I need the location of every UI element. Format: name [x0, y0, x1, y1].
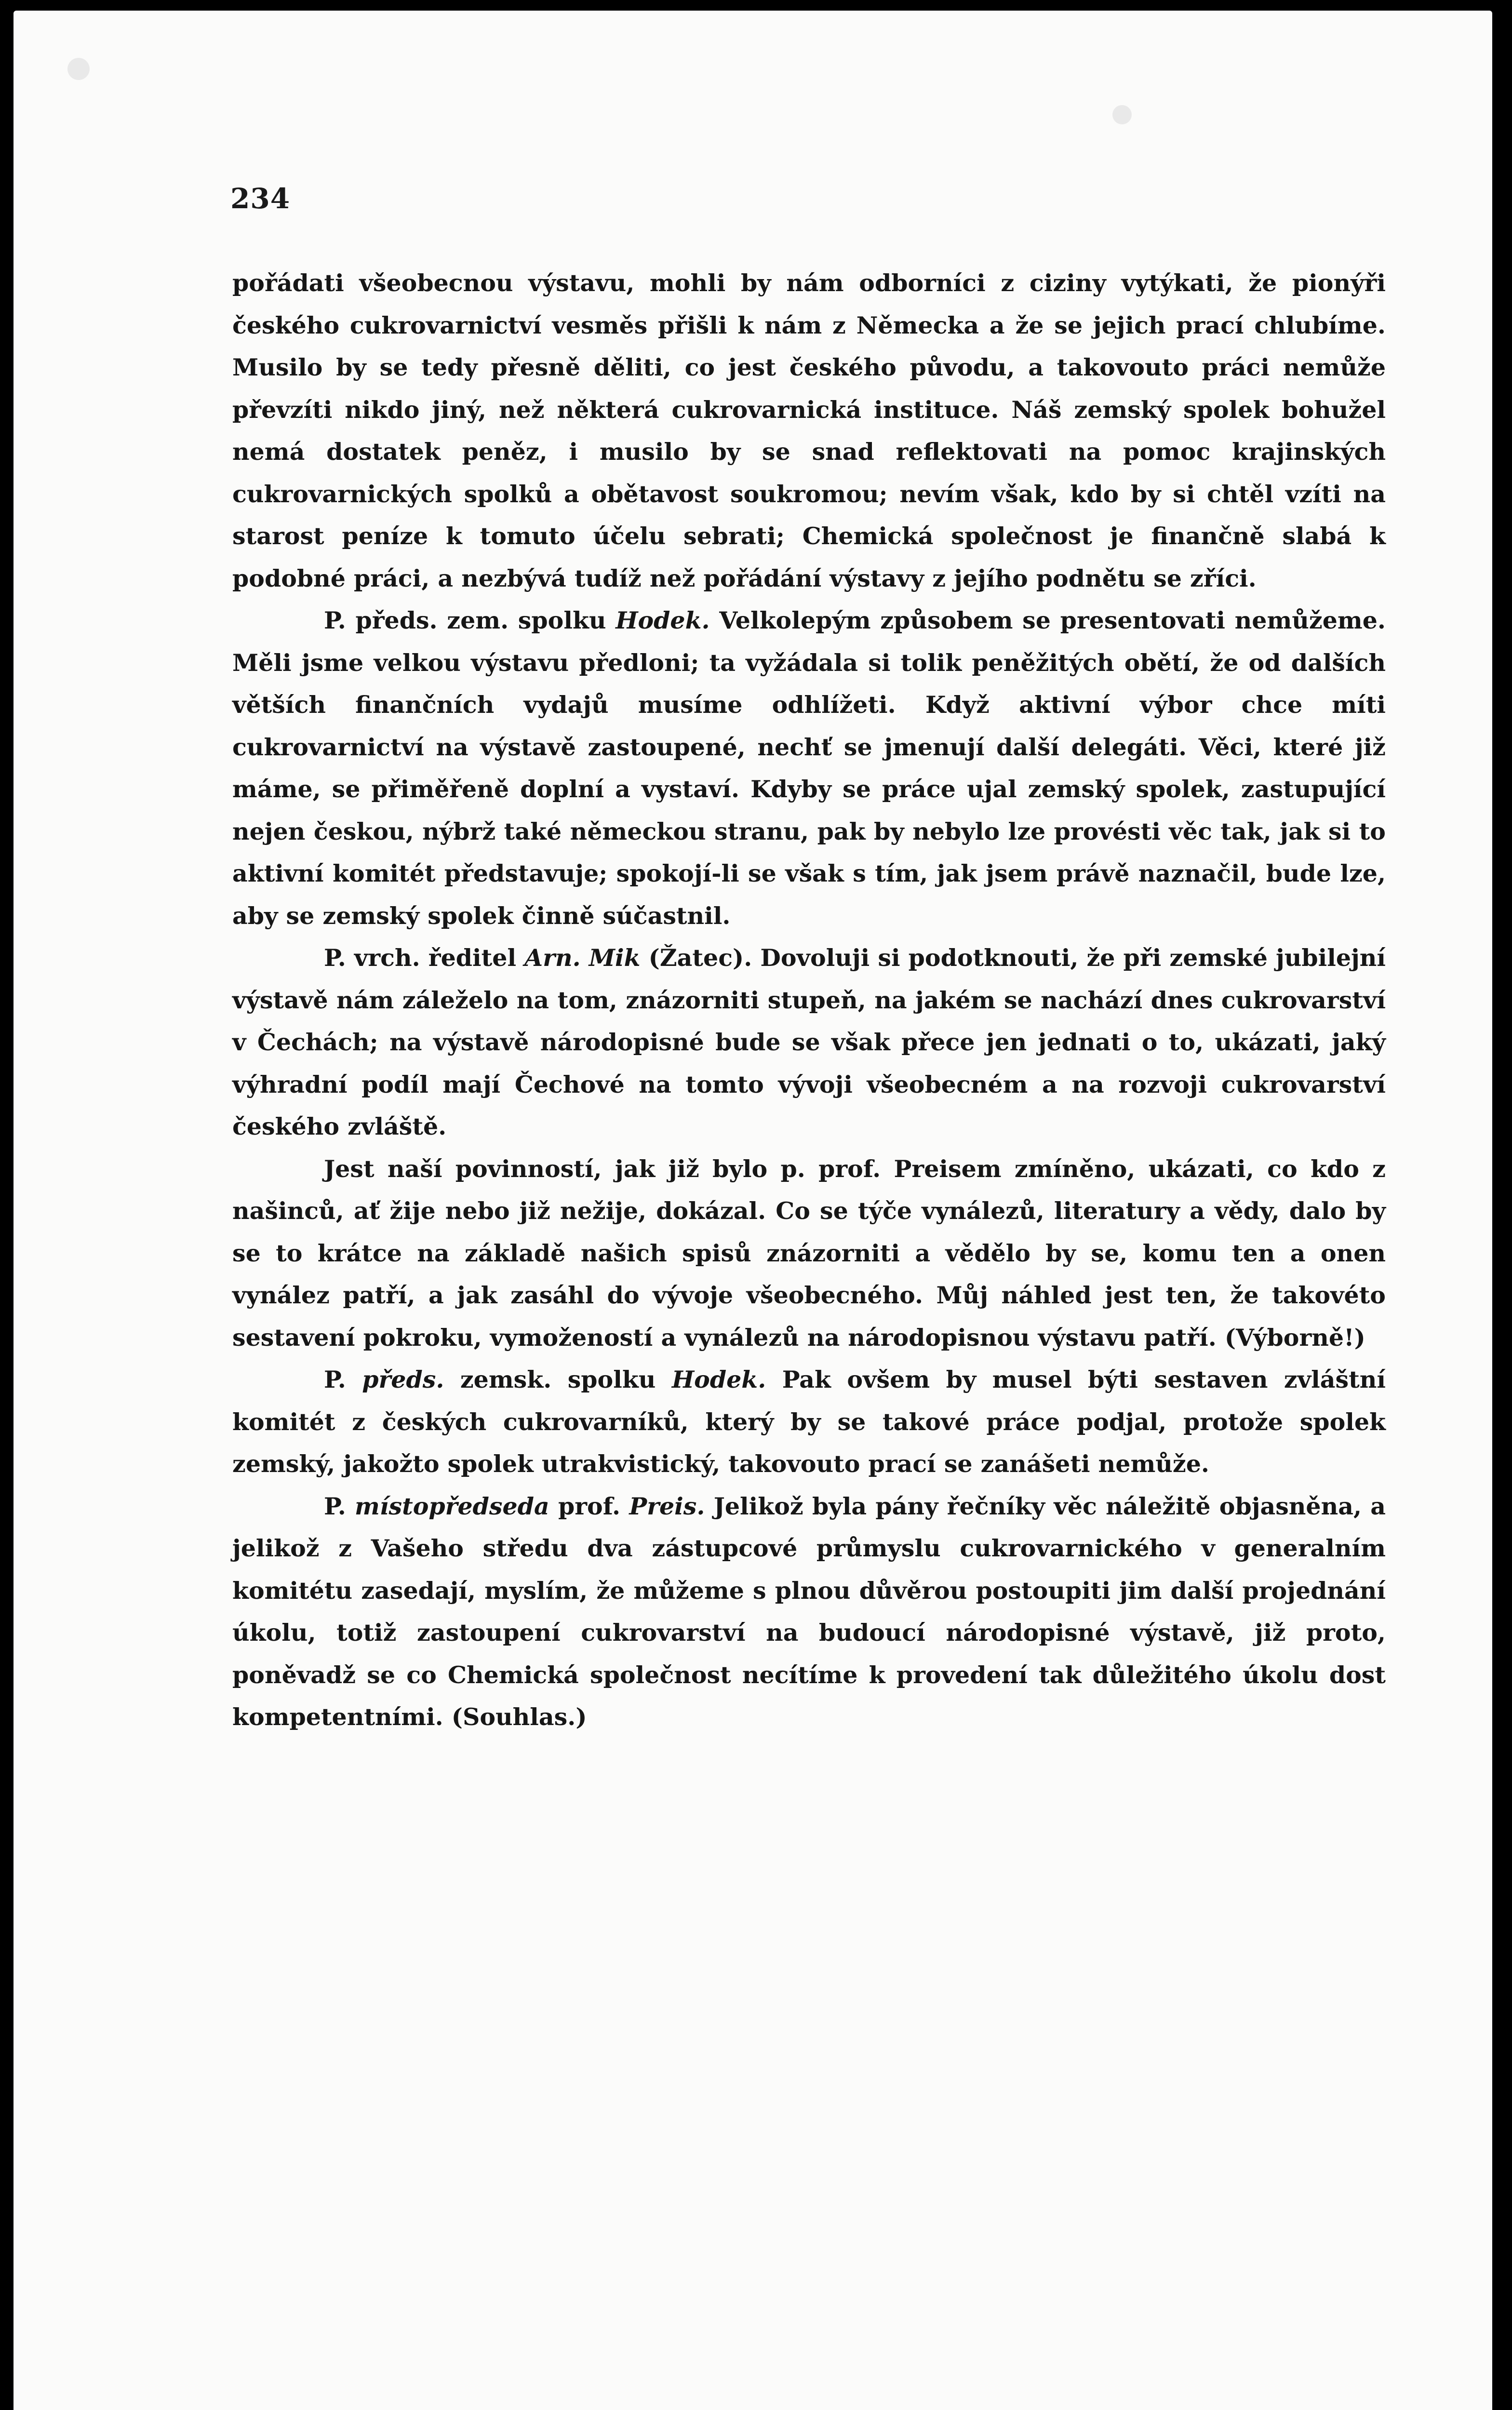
text-run: Pak ovšem by musel býti sestaven zvláštní komitét z českých cukrovarníků, který by se takové práce podjal, protože spolek zemský, jakožto spolek utrakvistický, takovouto prací se zanášeti nemůže.: [232, 1366, 1386, 1478]
italic-name-run: Hodek.: [616, 606, 710, 634]
text-run: P.: [324, 1492, 355, 1520]
paragraph-6: [232, 1486, 1386, 1739]
italic-name-run: místopředseda: [355, 1492, 549, 1520]
italic-name-run: předs.: [362, 1366, 444, 1393]
scan-speck: [67, 58, 90, 80]
text-run: P. vrch. ředitel: [324, 944, 525, 972]
text-run: Velkolepým způsobem se presentovati nemůžeme. Měli jsme velkou výstavu předloni; ta vyžádala si tolik peněžitých obětí, že od dalších větších finančních vydajů musíme odhlížeti. Když aktivní výbor chce míti cukrovarnictví na výstavě zastoupené, nechť se jmenují další delegáti. Věci, které již máme, se přiměřeně doplní a vystaví. Kdyby se práce ujal zemský spolek, zastupující nejen českou, nýbrž také německou stranu, pak by nebylo lze provésti věc tak, jak si to aktivní komitét představuje; spokojí-li se však s tím, jak jsem právě naznačil, bude lze, aby se zemský spolek činně súčastnil.: [232, 606, 1386, 930]
text-run: (Žatec). Dovoluji si podotknouti, že při zemské jubilejní výstavě nám záleželo na tom, znázorniti stupeň, na jakém se nachází dnes cukrovarství v Čechách; na výstavě národopisné bude se však přece jen jednati o to, ukázati, jaký výhradní podíl mají Čechové na tomto vývoji všeobecném a na rozvoji cukrovarství českého zvláště.: [232, 944, 1386, 1140]
text-run: Jest naší povinností, jak již bylo p. prof. Preisem zmíněno, ukázati, co kdo z našinců, ať žije nebo již nežije, dokázal. Co se týče vynálezů, literatury a vědy, dalo by se to krátce na základě našich spisů znázorniti a vědělo by se, komu ten a onen vynález patří, a jak zasáhl do vývoje všeobecného. Můj náhled jest ten, že takovéto sestavení pokroku, vymožeností a vynálezů na národopisnou výstavu patří. (Výborně!): [232, 1154, 1386, 1352]
page-number: 234: [230, 182, 291, 215]
text-run: zemsk. spolku: [444, 1366, 672, 1393]
text-run: Jelikož byla pány řečníky věc náležitě objasněna, a jelikož z Vašeho středu dva zástupcové průmyslu cukrovarnického v generalním komitétu zasedají, myslím, že můžeme s plnou důvěrou postoupiti jim další projednání úkolu, totiž zastoupení cukrovarství na budoucí národopisné výstavě, již proto, poněvadž se co Chemická společnost necítíme k provedení tak důležitého úkolu dost kompetentními. (Souhlas.): [232, 1492, 1386, 1731]
text-column: [232, 262, 1386, 1739]
text-run: pořádati všeobecnou výstavu, mohli by nám odborníci z ciziny vytýkati, že pionýři českého cukrovarnictví vesměs přišli k nám z Německa a že se jejich prací chlubíme. Musilo by se tedy přesně děliti, co jest českého původu, a takovouto práci nemůže převzíti nikdo jiný, než některá cukrovarnická instituce. Náš zemský spolek bohužel nemá dostatek peněz, i musilo by se snad reflektovati na pomoc krajinských cukrovarnických spolků a obětavost soukromou; nevím však, kdo by si chtěl vzíti na starost peníze k tomuto účelu sebrati; Chemická společnost je finančně slabá k podobné práci, a nezbývá tudíž než pořádání výstavy z jejího podnětu se zříci.: [232, 269, 1386, 592]
text-run: prof.: [549, 1492, 629, 1520]
italic-name-run: Arn. Mik: [524, 944, 641, 972]
text-run: P.: [324, 1366, 362, 1393]
paragraph-5: [232, 1359, 1386, 1486]
paragraph-4: [232, 1148, 1386, 1359]
italic-name-run: Hodek.: [671, 1366, 766, 1393]
paragraph-3: [232, 937, 1386, 1148]
italic-name-run: Preis.: [629, 1492, 705, 1520]
paragraph-2: [232, 600, 1386, 937]
text-run: P. předs. zem. spolku: [324, 606, 616, 634]
paragraph-1: [232, 262, 1386, 600]
scan-speck: [1112, 105, 1132, 124]
